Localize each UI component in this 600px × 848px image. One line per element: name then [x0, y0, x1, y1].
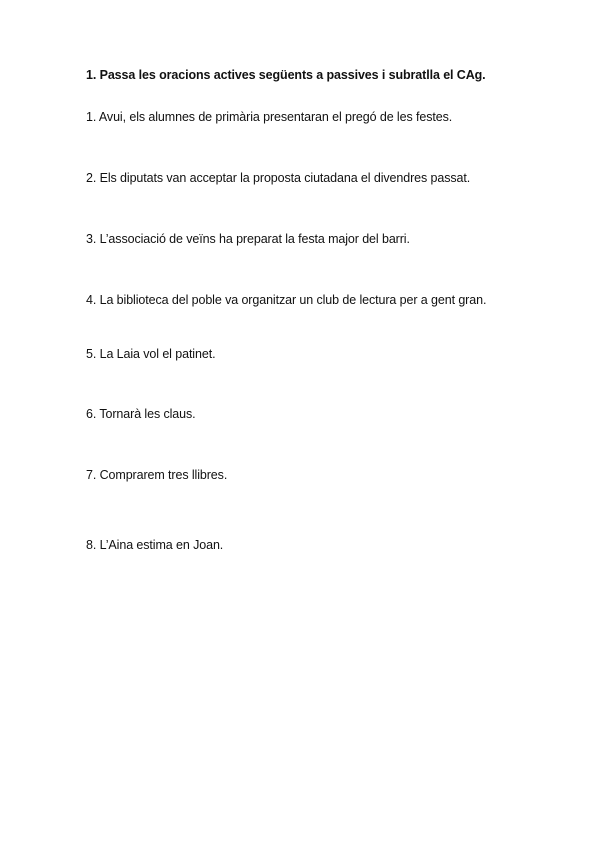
exercise-sentence-6: 6. Tornarà les claus. — [86, 407, 196, 421]
exercise-sentence-2: 2. Els diputats van acceptar la proposta ciutadana el divendres passat. — [86, 171, 471, 185]
exercise-sentence-5: 5. La Laia vol el patinet. — [86, 347, 216, 361]
exercise-sentence-3: 3. L’associació de veïns ha preparat la festa major del barri. — [86, 232, 410, 246]
exercise-sentence-7: 7. Comprarem tres llibres. — [86, 468, 228, 482]
exercise-title: 1. Passa les oracions actives següents a passives i subratlla el CAg. — [86, 68, 486, 82]
exercise-sentence-1: 1. Avui, els alumnes de primària presentaran el pregó de les festes. — [86, 110, 453, 124]
exercise-sentence-4: 4. La biblioteca del poble va organitzar un club de lectura per a gent gran. — [86, 293, 487, 307]
exercise-sentence-8: 8. L’Aina estima en Joan. — [86, 538, 224, 552]
